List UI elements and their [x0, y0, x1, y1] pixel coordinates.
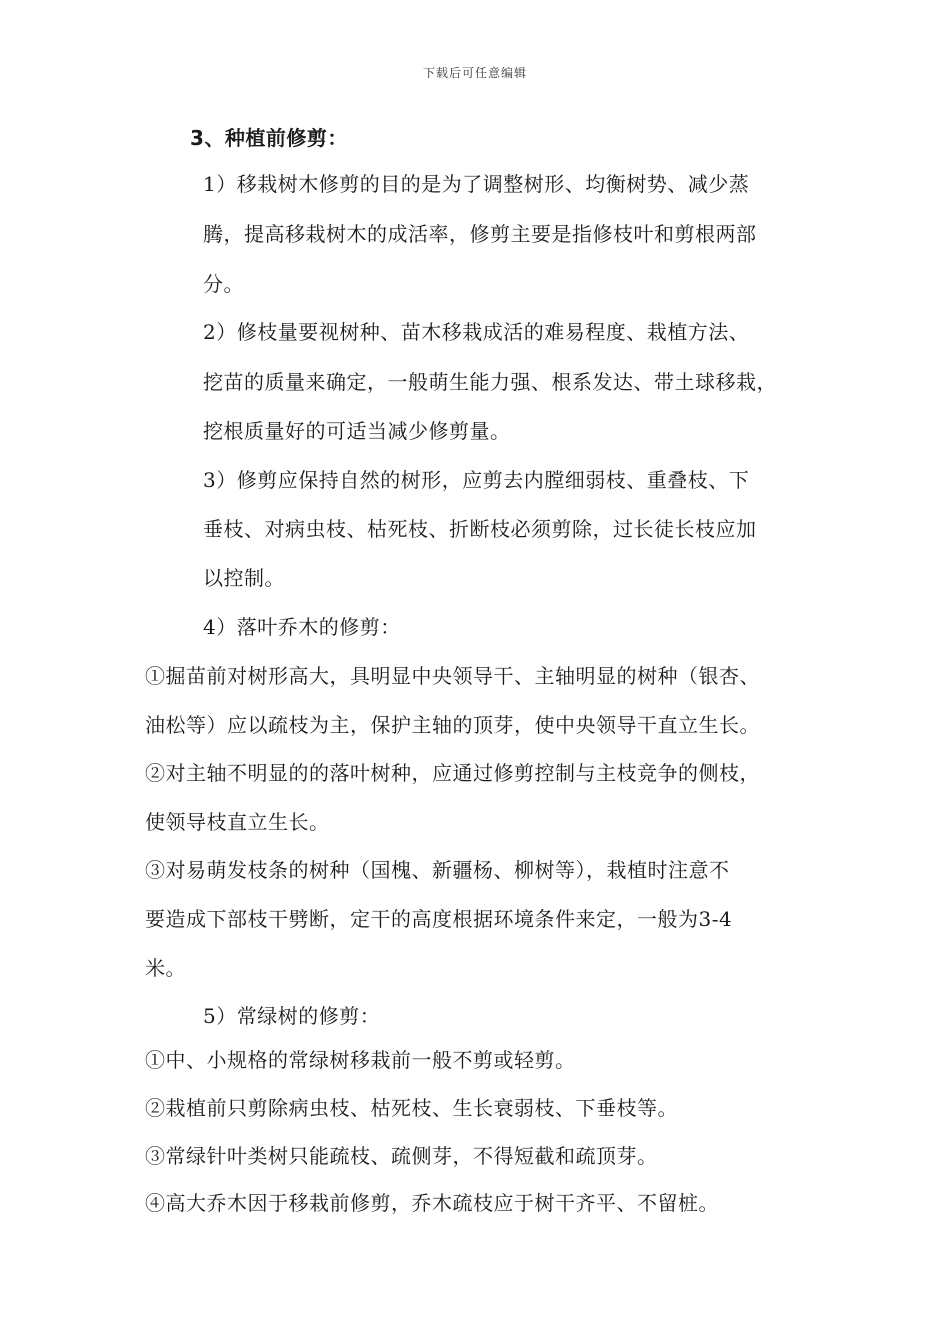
list-item-line: ②对主轴不明显的的落叶树种，应通过修剪控制与主枝竞争的侧枝， — [145, 761, 760, 785]
section-title: 3、种植前修剪： — [190, 126, 348, 150]
paragraph-line: 1）移栽树木修剪的目的是为了调整树形、均衡树势、减少蒸 — [203, 172, 750, 196]
list-item-line: ①掘苗前对树形高大，具明显中央领导干、主轴明显的树种（银杏、 — [145, 664, 760, 688]
list-item-line: 使领导枝直立生长。 — [145, 810, 330, 834]
list-item-line: 米。 — [145, 956, 186, 980]
list-item-line: ③常绿针叶类树只能疏枝、疏侧芽，不得短截和疏顶芽。 — [145, 1144, 658, 1168]
subsection-title: 4）落叶乔木的修剪： — [203, 615, 401, 639]
list-item-line: 油松等）应以疏枝为主，保护主轴的顶芽，使中央领导干直立生长。 — [145, 713, 760, 737]
list-item-line: ③对易萌发枝条的树种（国槐、新疆杨、柳树等），栽植时注意不 — [145, 858, 730, 882]
paragraph-line: 腾，提高移栽树木的成活率，修剪主要是指修枝叶和剪根两部 — [203, 222, 757, 246]
paragraph-line: 挖根质量好的可适当减少修剪量。 — [203, 419, 511, 443]
subsection-title: 5）常绿树的修剪： — [203, 1004, 381, 1028]
list-item-line: ②栽植前只剪除病虫枝、枯死枝、生长衰弱枝、下垂枝等。 — [145, 1096, 678, 1120]
list-item-line: ④高大乔木因于移栽前修剪，乔木疏枝应于树干齐平、不留桩。 — [145, 1191, 719, 1215]
paragraph-line: 垂枝、对病虫枝、枯死枝、折断枝必须剪除，过长徒长枝应加 — [203, 517, 757, 541]
paragraph-line: 2）修枝量要视树种、苗木移栽成活的难易程度、栽植方法、 — [203, 320, 750, 344]
list-item-line: ①中、小规格的常绿树移栽前一般不剪或轻剪。 — [145, 1048, 576, 1072]
paragraph-line: 3）修剪应保持自然的树形，应剪去内膛细弱枝、重叠枝、下 — [203, 468, 750, 492]
paragraph-line: 以控制。 — [203, 566, 285, 590]
paragraph-line: 挖苗的质量来确定，一般萌生能力强、根系发达、带土球移栽， — [203, 370, 777, 394]
paragraph-line: 分。 — [203, 272, 244, 296]
list-item-line: 要造成下部枝干劈断，定干的高度根据环境条件来定，一般为3-4 — [145, 907, 733, 931]
page-header: 下载后可任意编辑 — [422, 66, 527, 80]
